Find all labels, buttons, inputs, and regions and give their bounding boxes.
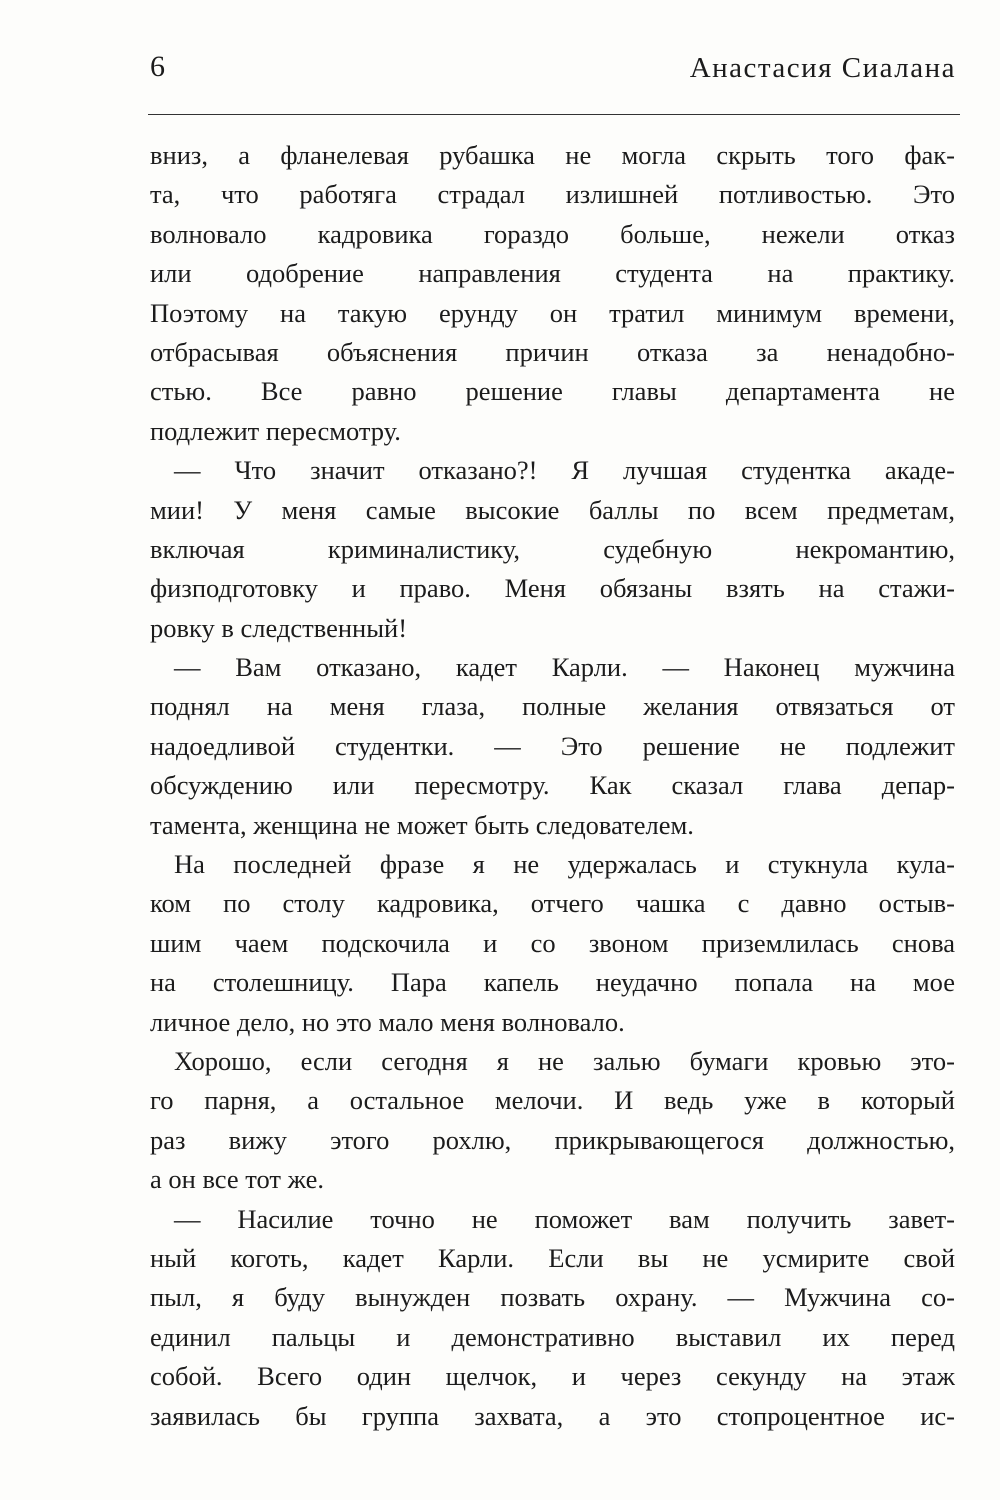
page-number: 6 (150, 50, 165, 83)
text-line: волновало кадровика гораздо больше, нежели отказ (150, 218, 955, 249)
text-line: а он все тот же. (150, 1164, 324, 1195)
running-header-author: Анастасия Сиалана (689, 52, 956, 84)
text-line: Поэтому на такую ерунду он тратил минимум времени, (150, 297, 955, 328)
text-line: поднял на меня глаза, полные желания отвязаться от (150, 691, 955, 722)
text-line: или одобрение направления студента на практику. (150, 258, 955, 289)
text-line: единил пальцы и демонстративно выставил их перед (150, 1321, 955, 1352)
text-line: стью. Все равно решение главы департамента не (150, 376, 955, 407)
text-line: — Насилие точно не поможет вам получить завет- (174, 1203, 955, 1234)
header-rule (148, 114, 960, 115)
text-line: ком по столу кадровика, отчего чашка с давно остыв- (150, 888, 955, 919)
text-line: собой. Всего один щелчок, и через секунду на этаж (150, 1361, 955, 1392)
text-line: раз вижу этого рохлю, прикрывающегося должностью, (150, 1124, 955, 1155)
text-line: включая криминалистику, судебную некромантию, (150, 533, 955, 564)
page-body-text (150, 136, 955, 1436)
text-line: ровку в следственный! (150, 612, 408, 643)
text-line: шим чаем подскочила и со звоном приземлилась снова (150, 927, 955, 958)
text-line: го парня, а остальное мелочи. И ведь уже в который (150, 1085, 955, 1116)
text-line: физподготовку и право. Меня обязаны взять на стажи- (150, 573, 955, 604)
text-line: вниз, а фланелевая рубашка не могла скрыть того фак- (150, 140, 955, 170)
text-line: отбрасывая объяснения причин отказа за ненадобно- (150, 336, 955, 367)
text-line: ный коготь, кадет Карли. Если вы не усмирите свой (150, 1242, 955, 1273)
text-line: надоедливой студентки. — Это решение не подлежит (150, 730, 955, 761)
text-line: заявилась бы группа захвата, а это стопроцентное ис- (150, 1400, 955, 1431)
text-line: На последней фразе я не удержалась и стукнула кула- (174, 849, 955, 880)
text-line: пыл, я буду вынужден позвать охрану. — Мужчина со- (150, 1282, 955, 1313)
text-line: та, что работяга страдал излишней потливостью. Это (150, 179, 955, 210)
text-line: обсуждению или пересмотру. Как сказал глава депар- (150, 770, 955, 801)
text-line: на столешницу. Пара капель неудачно попала на мое (150, 967, 955, 998)
text-line: тамента, женщина не может быть следователем. (150, 809, 694, 840)
text-line: личное дело, но это мало меня волновало. (150, 1006, 625, 1037)
text-line: подлежит пересмотру. (150, 415, 401, 446)
text-line: мии! У меня самые высокие баллы по всем предметам, (150, 494, 955, 525)
text-line: — Вам отказано, кадет Карли. — Наконец мужчина (174, 652, 955, 683)
text-line: — Что значит отказано?! Я лучшая студентка акаде- (174, 455, 955, 486)
text-line: Хорошо, если сегодня я не залью бумаги кровью это- (174, 1045, 955, 1076)
